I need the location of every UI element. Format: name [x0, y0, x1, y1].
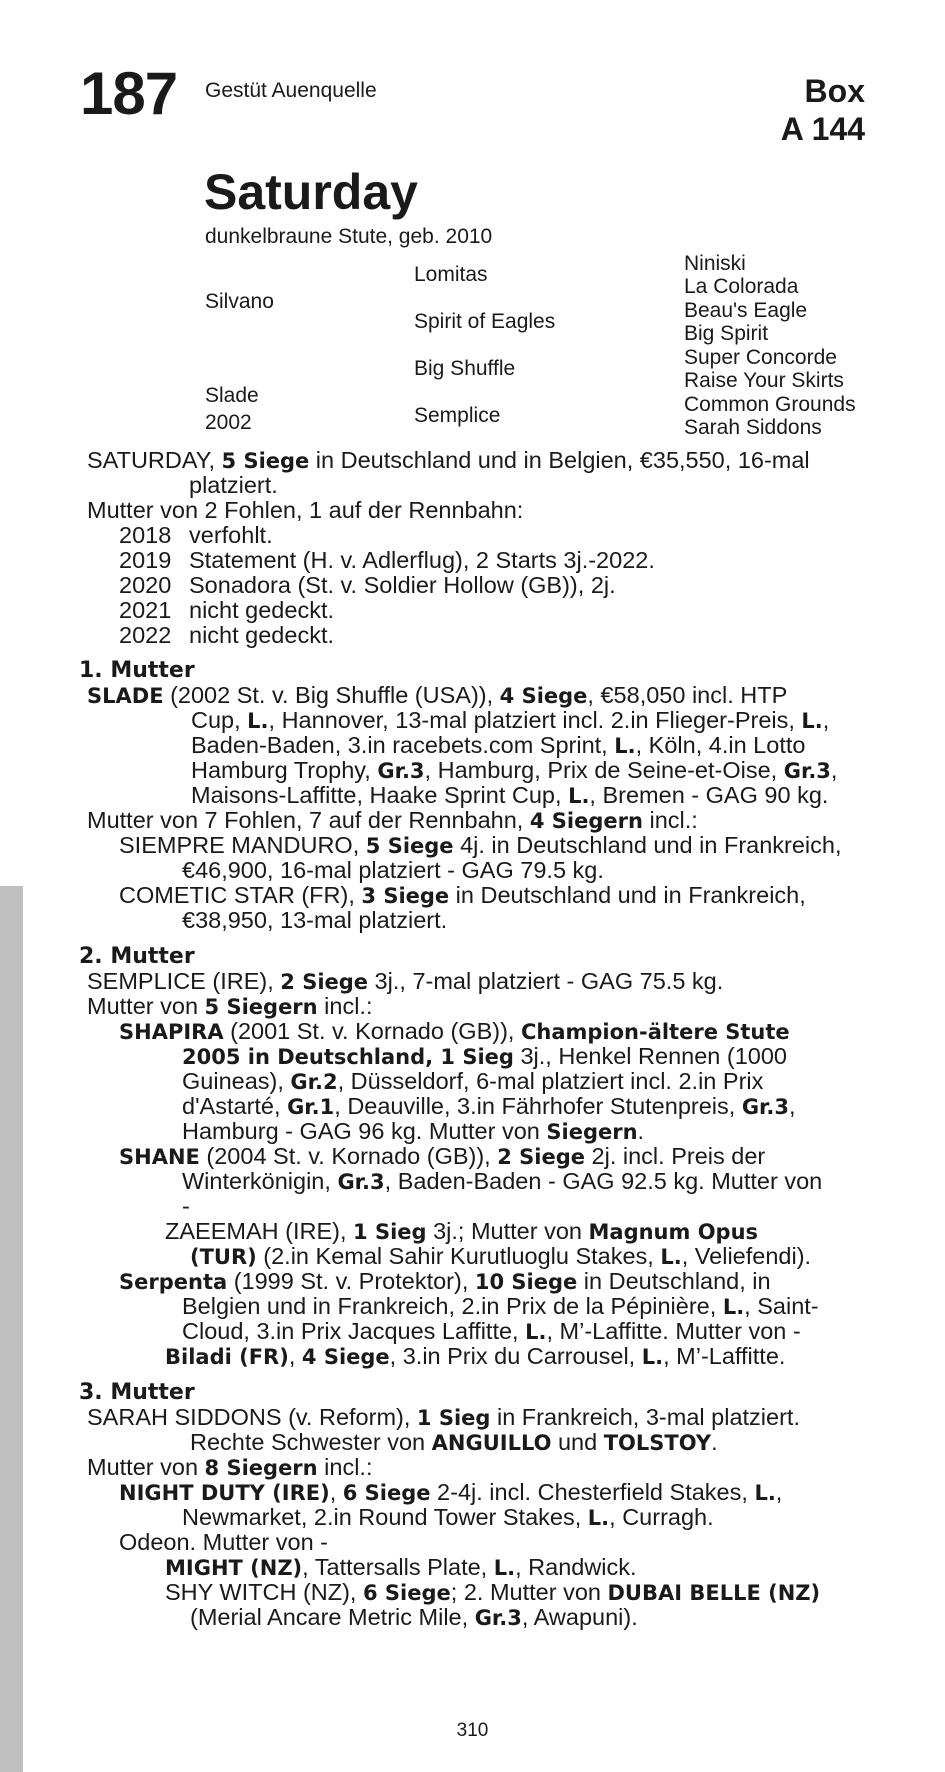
pedigree-dam: Slade [205, 384, 259, 407]
dam1-line: Mutter von 7 Fohlen, 7 auf der Rennbahn, 4 Siegern incl.: [87, 807, 698, 833]
dam2-line: SEMPLICE (IRE), 2 Siege 3j., 7-mal platziert - GAG 75.5 kg. [87, 968, 724, 994]
dam1-line: SLADE (2002 St. v. Big Shuffle (USA)), 4 Siege, €58,050 incl. HTP [87, 682, 788, 708]
pedigree-sire-dam: Spirit of Eagles [414, 310, 556, 333]
section-heading-dam1: 1. Mutter [79, 658, 195, 683]
foal-row: 2018 verfohlt. [119, 522, 273, 548]
dam2-line: SHANE (2004 St. v. Kornado (GB)), 2 Siege 2j. incl. Preis der [119, 1143, 766, 1169]
dam1-line: COMETIC STAR (FR), 3 Siege in Deutschland und in Frankreich, [119, 882, 806, 908]
lot-number: 187 [80, 60, 178, 127]
dam3-line: SHY WITCH (NZ), 6 Siege; 2. Mutter von DUBAI BELLE (NZ) [165, 1579, 821, 1605]
page-number: 310 [456, 1720, 489, 1741]
pedigree-sire: Silvano [205, 290, 274, 313]
dam2-line: Mutter von 5 Siegern incl.: [87, 993, 373, 1019]
pedigree-dam-year: 2002 [205, 411, 252, 434]
box-label [781, 72, 865, 148]
foal-row: 2020 Sonadora (St. v. Soldier Hollow (GB)), 2j. [119, 572, 616, 598]
dam3-line: Newmarket, 2.in Round Tower Stakes, L., Curragh. [182, 1504, 714, 1530]
record-line: SATURDAY, 5 Siege in Deutschland und in Belgien, €35,550, 16-mal [87, 447, 810, 473]
box-word: Box [804, 73, 865, 109]
record-line: platziert. [189, 472, 278, 498]
pedigree-g3-3: Beau's Eagle [684, 299, 808, 322]
dam2-line: Winterkönigin, Gr.3, Baden-Baden - GAG 92.5 kg. Mutter von [182, 1168, 823, 1194]
dam1-line: Maisons-Laffitte, Haake Sprint Cup, L., Bremen - GAG 90 kg. [191, 782, 829, 808]
dam1-line: SIEMPRE MANDURO, 5 Siege 4j. in Deutschland und in Frankreich, [119, 832, 842, 858]
foal-row: 2019 Statement (H. v. Adlerflug), 2 Starts 3j.-2022. [119, 547, 655, 573]
section-heading-dam2: 2. Mutter [79, 944, 195, 969]
pedigree-g3-2: La Colorada [684, 275, 799, 298]
dam2-line: Hamburg - GAG 96 kg. Mutter von Siegern. [182, 1118, 645, 1144]
foal-row: 2021 nicht gedeckt. [119, 597, 335, 623]
box-number: A 144 [780, 111, 865, 147]
pedigree-dam-dam: Semplice [414, 404, 501, 427]
pedigree-g3-8: Sarah Siddons [684, 416, 822, 439]
pedigree-dam-sire: Big Shuffle [414, 357, 516, 380]
dam2-line: ZAEEMAH (IRE), 1 Sieg 3j.; Mutter von Magnum Opus [165, 1218, 759, 1244]
pedigree-g3-4: Big Spirit [684, 322, 769, 345]
horse-description: dunkelbraune Stute, geb. 2010 [205, 225, 493, 248]
pedigree-sire-sire: Lomitas [414, 263, 488, 286]
foal-row: 2022 nicht gedeckt. [119, 622, 335, 648]
dam3-line: MIGHT (NZ), Tattersalls Plate, L., Randwick. [165, 1554, 637, 1580]
section-heading-dam3: 3. Mutter [79, 1380, 195, 1405]
pedigree-g3-6: Raise Your Skirts [684, 369, 844, 392]
dam2-line: d'Astarté, Gr.1, Deauville, 3.in Fährhofer Stutenpreis, Gr.3, [182, 1093, 796, 1119]
dam3-line: SARAH SIDDONS (v. Reform), 1 Sieg in Frankreich, 3-mal platziert. [87, 1404, 800, 1430]
dam2-line: Biladi (FR), 4 Siege, 3.in Prix du Carrousel, L., M’-Laffitte. [165, 1343, 786, 1369]
pedigree-g3-1: Niniski [684, 252, 746, 275]
dam2-line: - [182, 1193, 190, 1219]
dam3-line: NIGHT DUTY (IRE), 6 Siege 2-4j. incl. Chesterfield Stakes, L., [119, 1479, 783, 1505]
dam1-line: €38,950, 13-mal platziert. [182, 907, 448, 933]
dam1-line: Hamburg Trophy, Gr.3, Hamburg, Prix de Seine-et-Oise, Gr.3, [191, 757, 838, 783]
dam3-line: Mutter von 8 Siegern incl.: [87, 1454, 373, 1480]
dam3-line: Odeon. Mutter von - [119, 1529, 328, 1555]
dam3-line: Rechte Schwester von ANGUILLO und TOLSTOY. [190, 1429, 718, 1455]
dam1-line: Cup, L., Hannover, 13-mal platziert incl. 2.in Flieger-Preis, L., [191, 707, 830, 733]
dam2-line: Belgien und in Frankreich, 2.in Prix de la Pépinière, L., Saint- [182, 1293, 819, 1319]
mother-of-line: Mutter von 2 Fohlen, 1 auf der Rennbahn: [87, 497, 524, 523]
dam2-line: (TUR) (2.in Kemal Sahir Kurutluoglu Stakes, L., Veliefendi). [190, 1243, 812, 1269]
breeder-name: Gestüt Auenquelle [205, 79, 377, 102]
dam1-line: Baden-Baden, 3.in racebets.com Sprint, L., Köln, 4.in Lotto [191, 732, 806, 758]
page-edge-tab [0, 886, 23, 1772]
dam2-line: Cloud, 3.in Prix Jacques Laffitte, L., M’-Laffitte. Mutter von - [182, 1318, 801, 1344]
dam2-line: SHAPIRA (2001 St. v. Kornado (GB)), Champion-ältere Stute [119, 1018, 790, 1044]
dam1-line: €46,900, 16-mal platziert - GAG 79.5 kg. [182, 857, 604, 883]
dam2-line: Serpenta (1999 St. v. Protektor), 10 Siege in Deutschland, in [119, 1268, 771, 1294]
pedigree-g3-7: Common Grounds [684, 393, 856, 416]
horse-name: Saturday [204, 164, 418, 220]
pedigree-g3-5: Super Concorde [684, 346, 837, 369]
dam3-line: (Merial Ancare Metric Mile, Gr.3, Awapuni). [190, 1604, 638, 1630]
dam2-line: Guineas), Gr.2, Düsseldorf, 6-mal platziert incl. 2.in Prix [182, 1068, 764, 1094]
dam2-line: 2005 in Deutschland, 1 Sieg 3j., Henkel Rennen (1000 [182, 1043, 787, 1069]
